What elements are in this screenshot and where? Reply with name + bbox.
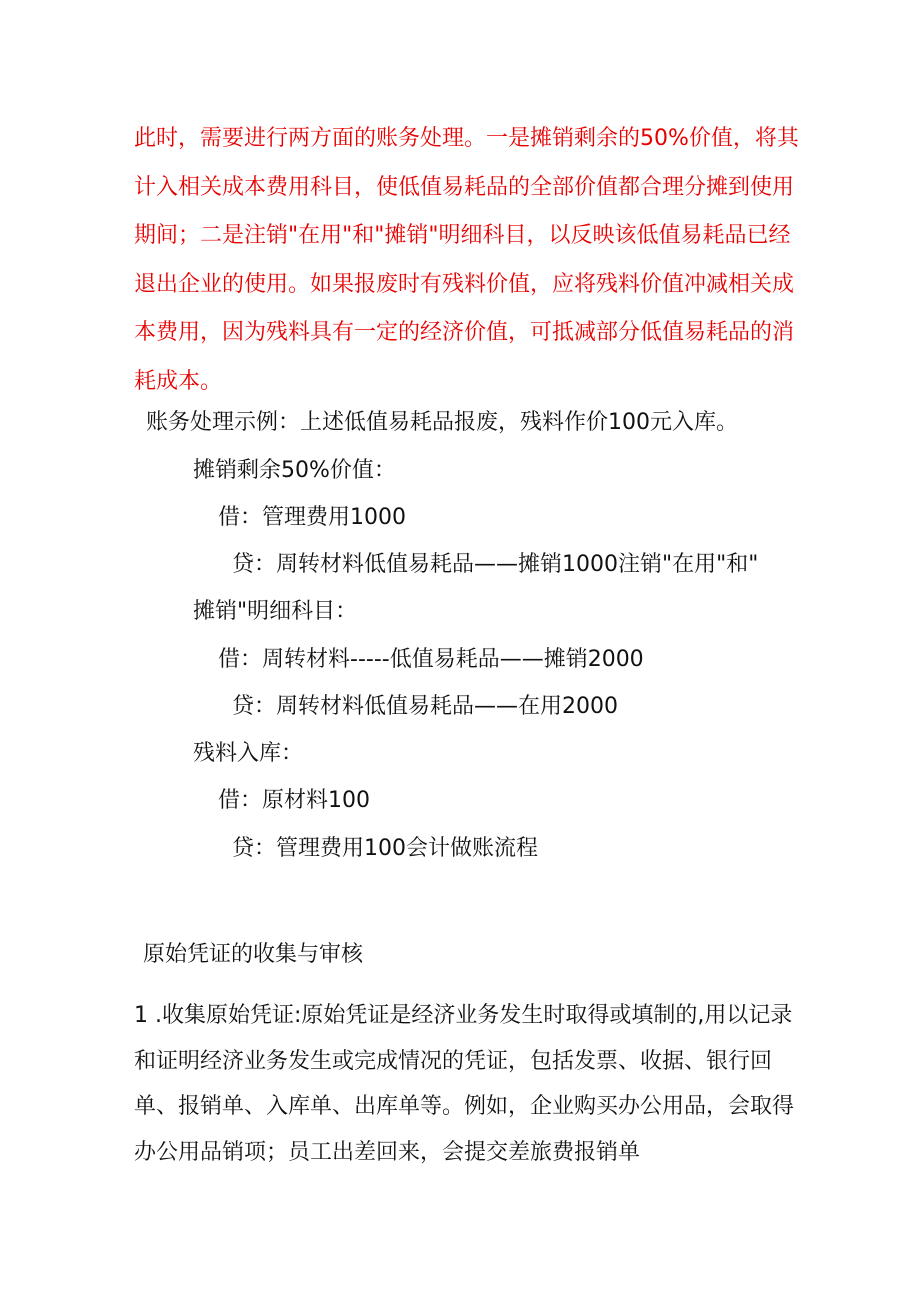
point-1-paragraph: 1 .收集原始凭证:原始凭证是经济业务发生时取得或填制的,用以记录和证明经济业务发生或完成情况的凭证，包括发票、收据、银行回单、报销单、入库单、出库单等。例如，企业购买办公用品，会取得办公用品销项；员工出差回来，会提交差旅费报销单 bbox=[134, 1003, 795, 1165]
scrap-credit-entry: 贷：管理费用100会计做账流程 bbox=[232, 836, 538, 861]
example-heading: 账务处理示例：上述低值易耗品报废，残料作价100元入库。 bbox=[146, 410, 738, 435]
amortize-credit-entry: 贷：周转材料低值易耗品——摊销1000注销"在用"和" bbox=[232, 552, 759, 577]
cancel-debit-entry: 借：周转材料-----低值易耗品——摊销2000 bbox=[218, 647, 644, 672]
scrap-debit-entry: 借：原材料100 bbox=[218, 788, 370, 813]
amortize-debit-entry: 借：管理费用1000 bbox=[218, 505, 406, 530]
cancel-heading: 摊销"明细科目： bbox=[193, 599, 358, 624]
intro-paragraph: 此时，需要进行两方面的账务处理。一是摊销剩余的50%价值，将其计入相关成本费用科目，使低值易耗品的全部价值都合理分摊到使用期间；二是注销"在用"和"摊销"明细科目，以反映该低值易耗品已经退出企业的使用。如果报废时有残料价值，应将残料价值冲减相关成本费用，因为残料具有一定的经济价值，可抵减部分低值易耗品的消耗成本。 bbox=[134, 126, 799, 394]
cancel-credit-entry: 贷：周转材料低值易耗品——在用2000 bbox=[232, 694, 618, 719]
scrap-heading: 残料入库： bbox=[193, 741, 304, 766]
section-title: 原始凭证的收集与审核 bbox=[143, 942, 364, 967]
amortize-heading: 摊销剩余50%价值： bbox=[193, 458, 396, 483]
